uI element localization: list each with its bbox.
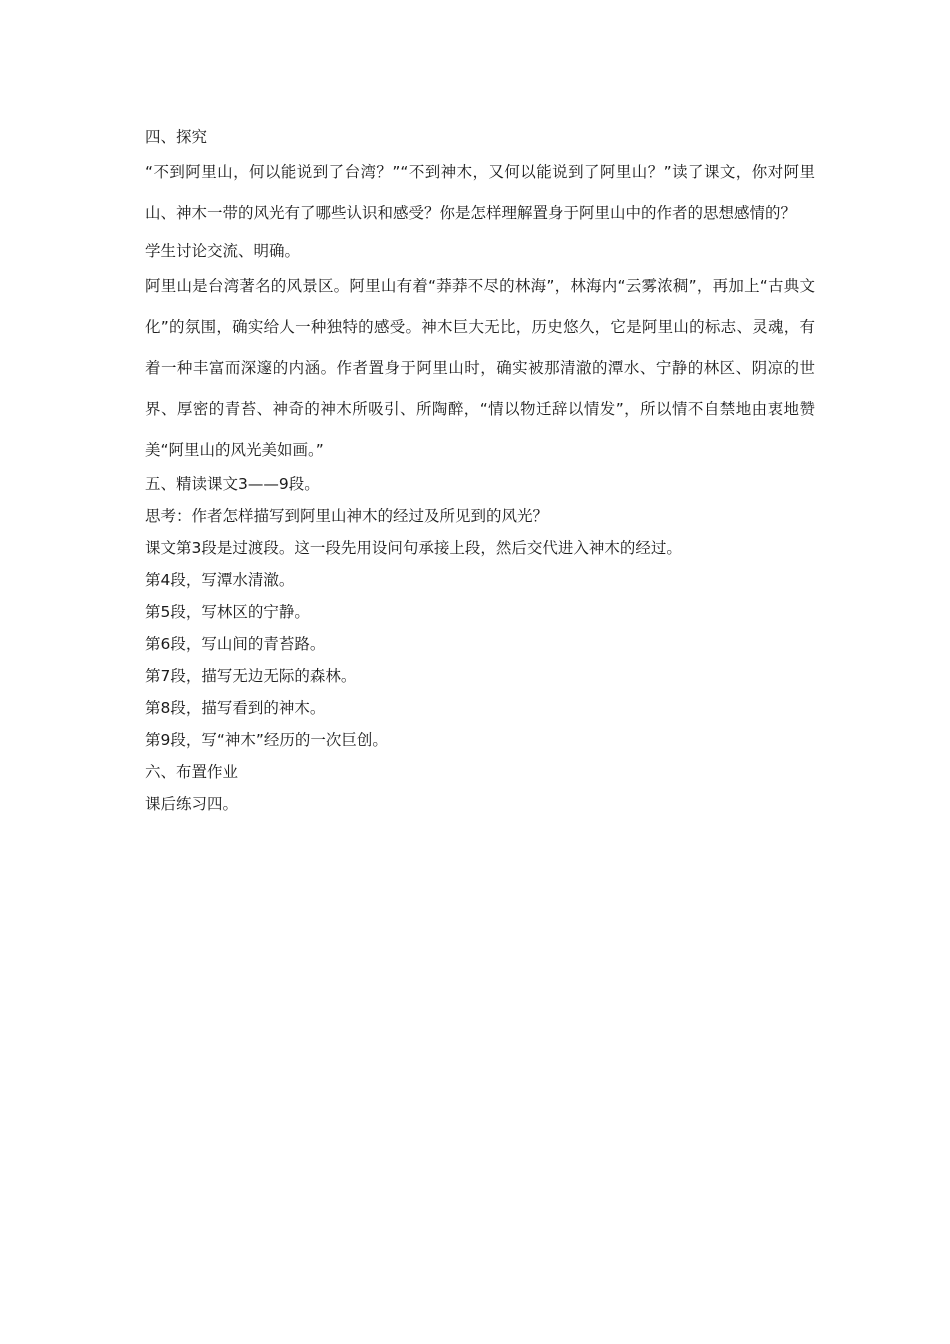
section-5-para-9: 第9段，写“神木”经历的一次巨创。 bbox=[145, 731, 388, 749]
section-4-discussion: 学生讨论交流、明确。 bbox=[145, 242, 301, 260]
section-5-para-8: 第8段，描写看到的神木。 bbox=[145, 699, 326, 717]
section-5-para-7: 第7段，描写无边无际的森林。 bbox=[145, 667, 357, 685]
document-body bbox=[145, 124, 815, 823]
section-6-homework: 课后练习四。 bbox=[145, 795, 239, 813]
section-5-para-4: 第4段，写潭水清澈。 bbox=[145, 571, 295, 589]
section-4-answer: 阿里山是台湾著名的风景区。阿里山有着“莽莽不尽的林海”，林海内“云雾浓稠”，再加上“古典文化”的氛围，确实给人一种独特的感受。神木巨大无比，历史悠久，它是阿里山的标志、灵魂，有着一种丰富而深邃的内涵。作者置身于阿里山时，确实被那清澈的潭水、宁静的林区、阴凉的世界、厚密的青苔、神奇的神木所吸引、所陶醉，“情以物迁辞以情发”，所以情不自禁地由衷地赞美“阿里山的风光美如画。” bbox=[145, 277, 815, 459]
section-4-heading: 四、探究 bbox=[145, 128, 208, 146]
section-5-heading: 五、精读课文3——9段。 bbox=[145, 475, 320, 493]
section-5-para-5: 第5段，写林区的宁静。 bbox=[145, 603, 310, 621]
section-4-question: “不到阿里山，何以能说到了台湾？”“不到神木，又何以能说到了阿里山？”读了课文，你对阿里山、神木一带的风光有了哪些认识和感受？你是怎样理解置身于阿里山中的作者的思想感情的？ bbox=[145, 163, 815, 222]
section-5-para-6: 第6段，写山间的青苔路。 bbox=[145, 635, 326, 653]
section-5-para-3: 课文第3段是过渡段。这一段先用设问句承接上段，然后交代进入神木的经过。 bbox=[145, 539, 682, 557]
section-5-think: 思考：作者怎样描写到阿里山神木的经过及所见到的风光？ bbox=[145, 507, 549, 525]
section-6-heading: 六、布置作业 bbox=[145, 763, 239, 781]
